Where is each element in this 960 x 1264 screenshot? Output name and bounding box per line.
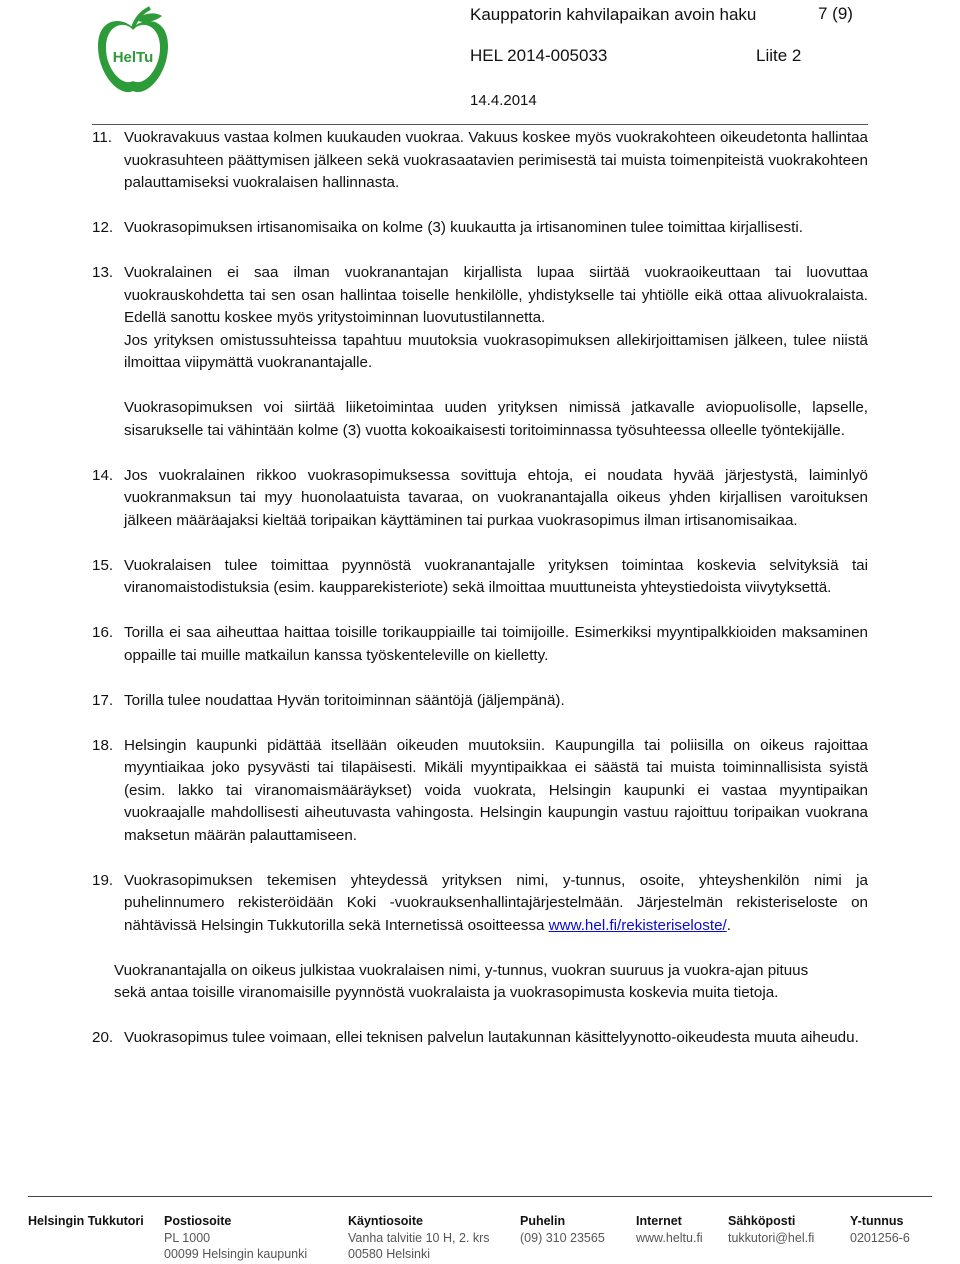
footer-postal — [164, 1213, 307, 1263]
list-item-13 — [92, 262, 868, 375]
page-number: 7 (9) — [818, 4, 853, 23]
item-number: 11. — [92, 129, 112, 146]
item-number: 12. — [92, 219, 114, 236]
item-number: 20. — [92, 1029, 114, 1046]
item-text: Vuokrasopimus tulee voimaan, ellei teknisen palvelun lautakunnan käsittelyynotto-oikeudesta muuta aiheudu. — [124, 1029, 859, 1046]
list-item-11 — [92, 127, 868, 195]
heltu-apple-logo — [92, 6, 174, 98]
list-item-16 — [92, 622, 868, 667]
attachment-label: Liite 2 — [756, 46, 802, 65]
phone-number: (09) 310 23565 — [520, 1230, 605, 1245]
item-13-continuation — [124, 397, 868, 442]
list-item-12 — [92, 217, 868, 240]
register-link[interactable]: www.hel.fi/rekisteriseloste/ — [548, 916, 727, 934]
page-footer — [28, 1196, 932, 1261]
footer-org — [28, 1213, 144, 1230]
item-number: 14. — [92, 466, 114, 484]
list-item-20 — [92, 1027, 868, 1050]
paragraph: Vuokralainen ei saa ilman vuokranantajan kirjallista lupaa siirtää vuokraoikeuttaan tai luovuttaa vuokrauskohdetta tai sen osan hallintaa toiselle henkilölle, yhdistykselle tai yhtiölle eikä ottaa alivuokralaista. Edellä sanottu koskee myös yritystoiminnan luovutustilannetta. — [124, 264, 868, 326]
item-number: 18. — [92, 736, 114, 754]
paragraph: Vuokranantajalla on oikeus julkistaa vuokralaisen nimi, y-tunnus, vuokran suuruus ja vuokra-ajan pituus sekä antaa toisille viranomaisille pyynnöstä vuokralaista ja vuokrasopimusta koskevia muita tietoja. — [114, 961, 809, 1001]
ytunnus-label: Y-tunnus — [850, 1214, 904, 1228]
item-text-main: Vuokrasopimuksen tekemisen yhteydessä yrityksen nimi, y-tunnus, osoite, yhteyshenkilön nimi ja puhelinnumero rekisteröidään Koki -vuokrauksenhallintajärjestelmään. Järjestelmän rekisteriseloste on nähtävissä Helsingin Tukkutorilla sekä Internetissä osoitteessa — [124, 871, 868, 934]
list-item-19 — [92, 870, 868, 938]
item-text: Torilla tulee noudattaa Hyvän toritoiminnan sääntöjä (jäljempänä). — [124, 691, 565, 709]
item-text: Vuokrasopimuksen irtisanomisaika on kolme (3) kuukautta ja irtisanominen tulee toimittaa kirjallisesti. — [124, 219, 803, 236]
item-text-end: . — [726, 916, 731, 934]
reference-number: HEL 2014-005033 — [470, 46, 608, 65]
header-divider — [92, 124, 868, 125]
item-text: Vuokralaisen tulee toimittaa pyynnöstä vuokranantajalle yrityksen toimintaa koskevia selvityksiä tai viranomaistodistuksia (esim. kaupparekisteriote) sekä ilmoittaa muuttuneista yhteystiedoista viivytyksettä. — [124, 556, 868, 596]
item-number: 17. — [92, 691, 114, 709]
footer-ytunnus — [850, 1213, 910, 1246]
internet-label: Internet — [636, 1214, 682, 1228]
postal-line: 00099 Helsingin kaupunki — [164, 1247, 308, 1261]
item-text: Jos vuokralainen rikkoo vuokrasopimuksessa sovittuja ehtoja, ei noudata hyvää järjestystä, laiminlyö vuokranmaksun tai myy huonolaatuista tavaraa, on vuokranantajalla oikeus yhden kirjallisen varoituksen jälkeen määräajaksi kieltää toripaikan käyttäminen tai purkaa vuokrasopimus ilman irtisanomisaikaa. — [124, 466, 868, 529]
item-text: Helsingin kaupunki pidättää itsellään oikeuden muutoksiin. Kaupungilla tai poliisilla on oikeus rajoittaa myyntiaikaa joko pysyvästi tai tilapäisesti. Mikäli myyntipaikkaa ei säästä tai muista toiminnallisista syistä (esim. lakko tai viranomaismääräykset) voida vuokrata, Helsingin kaupunki ei vastaa myyntipaikan vuokraajalle mahdollisesti aiheutuvasta vahingosta. Helsingin kaupungin vastuu rajoittuu toripaikan vuokrana maksetun määrän palauttamiseen. — [124, 736, 868, 844]
item-text: Vuokravakuus vastaa kolmen kuukauden vuokraa. Vakuus koskee myös vuokrakohteen oikeudetonta hallintaa vuokrasuhteen päättymisen jälkeen sekä vuokrasaatavien perimisestä tai muista toimenpiteistä vuokrakohteen palauttamiseksi vuokralaisen hallinnasta. — [124, 129, 868, 191]
email-label: Sähköposti — [728, 1214, 796, 1228]
document-body — [92, 127, 868, 1050]
list-item-15 — [92, 555, 868, 600]
email-address: tukkutori@hel.fi — [728, 1230, 815, 1245]
footer-email — [728, 1213, 814, 1246]
postal-label: Postiosoite — [164, 1214, 232, 1228]
item-text — [124, 870, 868, 938]
logo-text: HelTu — [112, 49, 154, 66]
item-number: 13. — [92, 264, 114, 281]
visit-label: Käyntiosoite — [348, 1214, 424, 1228]
document-title: Kauppatorin kahvilapaikan avoin haku — [470, 5, 757, 24]
ytunnus-value: 0201256-6 — [850, 1230, 910, 1245]
org-name: Helsingin Tukkutori — [28, 1214, 144, 1228]
list-item-18 — [92, 735, 868, 848]
visit-line: Vanha talvitie 10 H, 2. krs — [348, 1230, 490, 1245]
paragraph: Jos yrityksen omistussuhteissa tapahtuu muutoksia vuokrasopimuksen allekirjoittamisen jälkeen, tulee niistä ilmoittaa viipymättä vuokranantajalle. — [124, 331, 868, 371]
item-number: 16. — [92, 624, 114, 641]
visit-line: 00580 Helsinki — [348, 1247, 430, 1261]
footer-visit — [348, 1213, 490, 1263]
footer-internet — [636, 1213, 703, 1246]
list-item-17 — [92, 690, 868, 713]
website: www.heltu.fi — [636, 1230, 703, 1245]
unnumbered-paragraph — [114, 960, 828, 1005]
item-text: Torilla ei saa aiheuttaa haittaa toisille torikauppiaille tai toimijoille. Esimerkiksi myyntipalkkioiden maksaminen oppaille tai muille matkailun kanssa työskenteleville on kielletty. — [124, 624, 868, 664]
list-item-14 — [92, 465, 868, 533]
item-number: 19. — [92, 871, 114, 889]
phone-label: Puhelin — [520, 1214, 566, 1228]
paragraph: Vuokrasopimuksen voi siirtää liiketoimintaa uuden yrityksen nimissä jatkavalle aviopuolisolle, lapselle, sisarukselle tai vähintään kolme (3) vuotta kokoaikaisesti toritoiminnassa työsuhteessa olleelle työntekijälle. — [124, 399, 868, 439]
item-number: 15. — [92, 556, 114, 574]
item-text — [124, 262, 868, 375]
document-date: 14.4.2014 — [470, 92, 537, 109]
postal-line: PL 1000 — [164, 1230, 211, 1245]
footer-phone — [520, 1213, 605, 1246]
